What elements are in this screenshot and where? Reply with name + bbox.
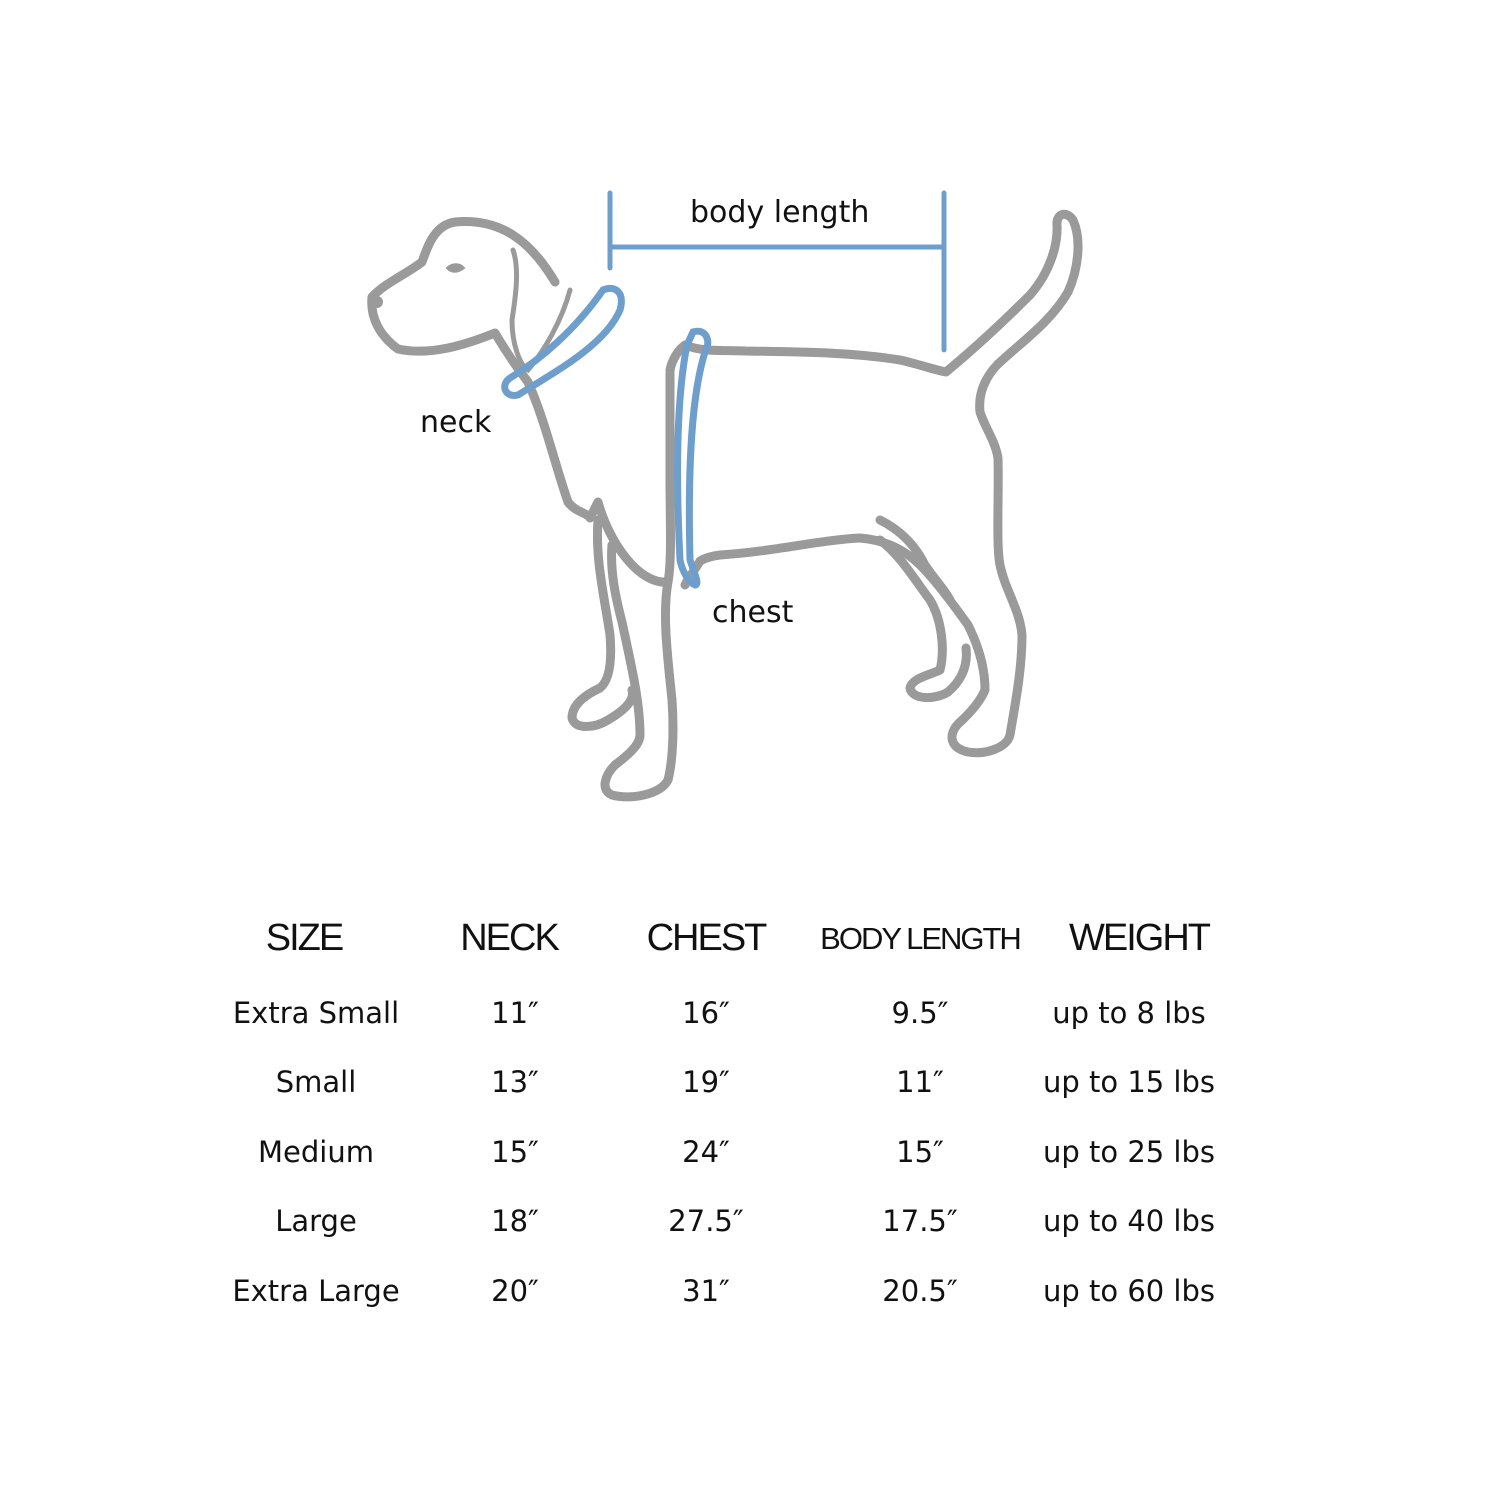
cell-body-length: 9.5″: [891, 995, 949, 1030]
dog-body-outline: [372, 214, 1078, 752]
table-row: [0, 1204, 1500, 1277]
size-chart-table: [0, 905, 1500, 1346]
table-header-row: [0, 905, 1500, 975]
cell-size: Extra Large: [232, 1273, 400, 1308]
measurement-markers: [505, 193, 944, 585]
cell-body-length: 17.5″: [882, 1204, 958, 1238]
cell-weight: up to 8 lbs: [1052, 995, 1206, 1030]
header-neck: NECK: [460, 917, 558, 959]
cell-weight: up to 25 lbs: [1042, 1134, 1216, 1169]
header-weight: WEIGHT: [1069, 917, 1209, 959]
header-chest: CHEST: [646, 917, 766, 959]
neck-label: neck: [420, 405, 492, 440]
cell-chest: 27.5″: [668, 1204, 744, 1238]
cell-neck: 13″: [491, 1065, 539, 1099]
cell-weight: up to 15 lbs: [1042, 1065, 1216, 1099]
chest-band-marker: [678, 331, 708, 585]
cell-neck: 20″: [491, 1273, 539, 1308]
cell-chest: 19″: [682, 1065, 730, 1099]
cell-size: Extra Small: [232, 995, 400, 1030]
dog-nose: [371, 296, 383, 308]
dog-outline: [372, 214, 1078, 797]
cell-chest: 31″: [682, 1273, 730, 1308]
chest-label: chest: [712, 595, 794, 630]
cell-body-length: 20.5″: [882, 1273, 958, 1308]
cell-neck: 15″: [491, 1134, 539, 1169]
cell-neck: 11″: [491, 995, 539, 1030]
table-row: [0, 1273, 1500, 1347]
cell-weight: up to 40 lbs: [1042, 1204, 1216, 1238]
table-row: [0, 1134, 1500, 1208]
cell-size: Small: [275, 1065, 357, 1099]
table-row: [0, 995, 1500, 1069]
cell-chest: 24″: [682, 1134, 730, 1169]
table-row: [0, 1065, 1500, 1138]
header-size: SIZE: [265, 917, 343, 959]
cell-neck: 18″: [491, 1204, 539, 1238]
cell-body-length: 15″: [896, 1134, 944, 1169]
cell-weight: up to 60 lbs: [1042, 1273, 1216, 1308]
cell-size: Large: [275, 1204, 357, 1238]
dog-eye: [447, 264, 464, 272]
header-body-length: BODY LENGTH: [820, 921, 1020, 956]
cell-chest: 16″: [682, 995, 730, 1030]
cell-body-length: 11″: [896, 1065, 944, 1099]
body-length-label: body length: [690, 195, 870, 230]
cell-size: Medium: [258, 1134, 374, 1169]
